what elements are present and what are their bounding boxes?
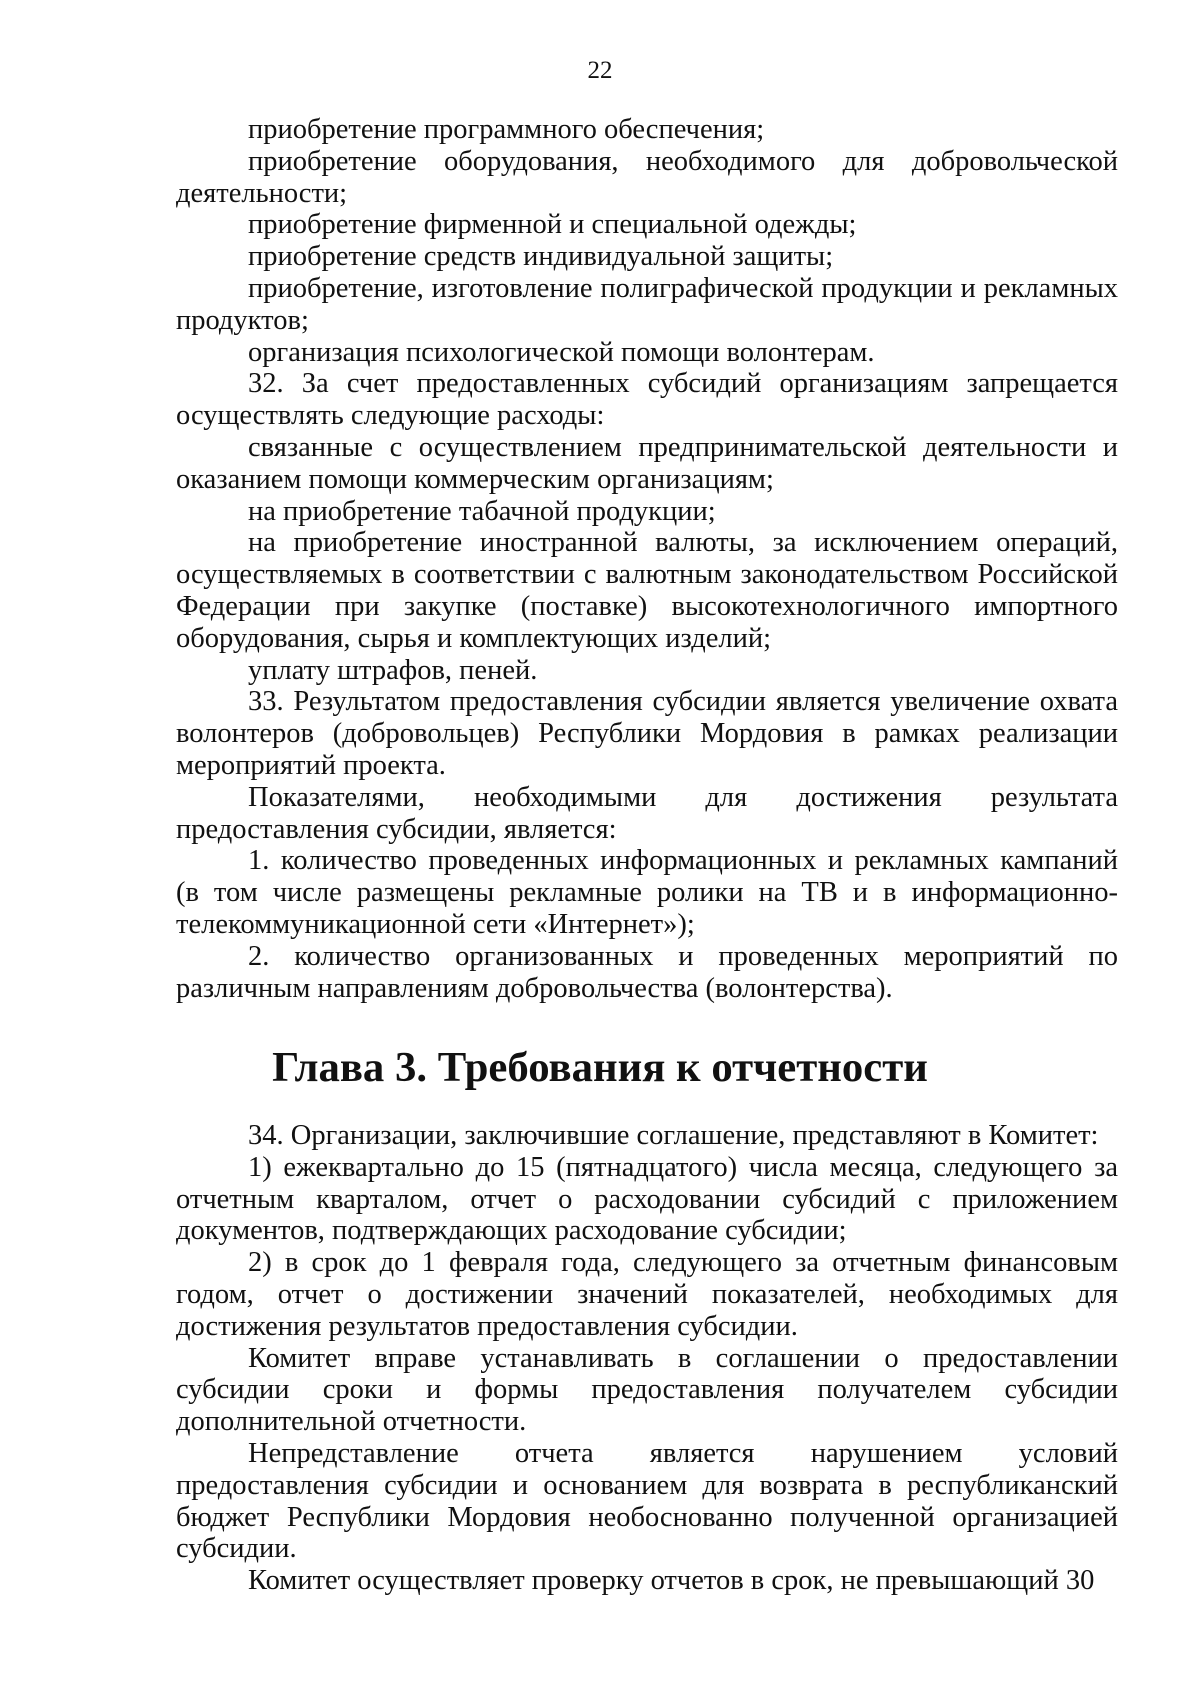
paragraph: Непредставление отчета является нарушением условий предоставления субсидии и основанием для возврата в республиканский бюджет Республики Мордовия необоснованно полученной организацией субсидии.	[176, 1437, 1118, 1565]
paragraph: 1) ежеквартально до 15 (пятнадцатого) числа месяца, следующего за отчетным кварталом, отчет о расходовании субсидий с приложением документов, подтверждающих расходование субсидии;	[176, 1151, 1118, 1247]
paragraph: 2) в срок до 1 февраля года, следующего за отчетным финансовым годом, отчет о достижении значений показателей, необходимых для достижения результатов предоставления субсидии.	[176, 1247, 1118, 1342]
paragraph: Комитет вправе устанавливать в соглашении о предоставлении субсидии сроки и формы предоставления получателем субсидии дополнительной отчетности.	[176, 1342, 1118, 1438]
paragraph: 2. количество организованных и проведенных мероприятий по различным направлениям добровольчества (волонтерства).	[176, 940, 1118, 1004]
paragraph: 32. За счет предоставленных субсидий организациям запрещается осуществлять следующие расходы:	[176, 368, 1118, 432]
paragraph: уплату штрафов, пеней.	[248, 654, 538, 686]
paragraph: связанные с осуществлением предпринимательской деятельности и оказанием помощи коммерческим организациям;	[176, 431, 1118, 495]
body-text-before-heading	[176, 114, 1118, 1004]
paragraph: приобретение фирменной и специальной одежды;	[248, 209, 857, 241]
paragraph: Показателями, необходимыми для достижения результата предоставления субсидии, является:	[176, 781, 1118, 845]
paragraph: на приобретение табачной продукции;	[248, 495, 716, 527]
body-text-after-heading	[176, 1120, 1118, 1597]
paragraph: 1. количество проведенных информационных и рекламных кампаний (в том числе размещены рекламные ролики на ТВ и в информационно-телекоммуникационной сети «Интернет»);	[176, 845, 1118, 940]
paragraph: 34. Организации, заключившие соглашение, представляют в Комитет:	[248, 1120, 1099, 1151]
paragraph: приобретение программного обеспечения;	[248, 114, 765, 145]
paragraph: Комитет осуществляет проверку отчетов в срок, не превышающий 30	[248, 1565, 1095, 1597]
paragraph: приобретение, изготовление полиграфической продукции и рекламных продуктов;	[176, 272, 1118, 336]
paragraph: 33. Результатом предоставления субсидии является увеличение охвата волонтеров (добровольцев) Республики Мордовия в рамках реализации мероприятий проекта.	[176, 686, 1118, 781]
paragraph: организация психологической помощи волонтерам.	[248, 336, 875, 368]
paragraph: приобретение средств индивидуальной защиты;	[248, 241, 834, 273]
paragraph: на приобретение иностранной валюты, за исключением операций, осуществляемых в соответствии с валютным законодательством Российской Федерации при закупке (поставке) высокотехнологичного импортного оборудования, сырья и комплектующих изделий;	[176, 527, 1118, 654]
paragraph: приобретение оборудования, необходимого для добровольческой деятельности;	[176, 145, 1118, 209]
page-number: 22	[587, 57, 613, 84]
chapter-heading: Глава 3. Требования к отчетности	[272, 1044, 928, 1091]
